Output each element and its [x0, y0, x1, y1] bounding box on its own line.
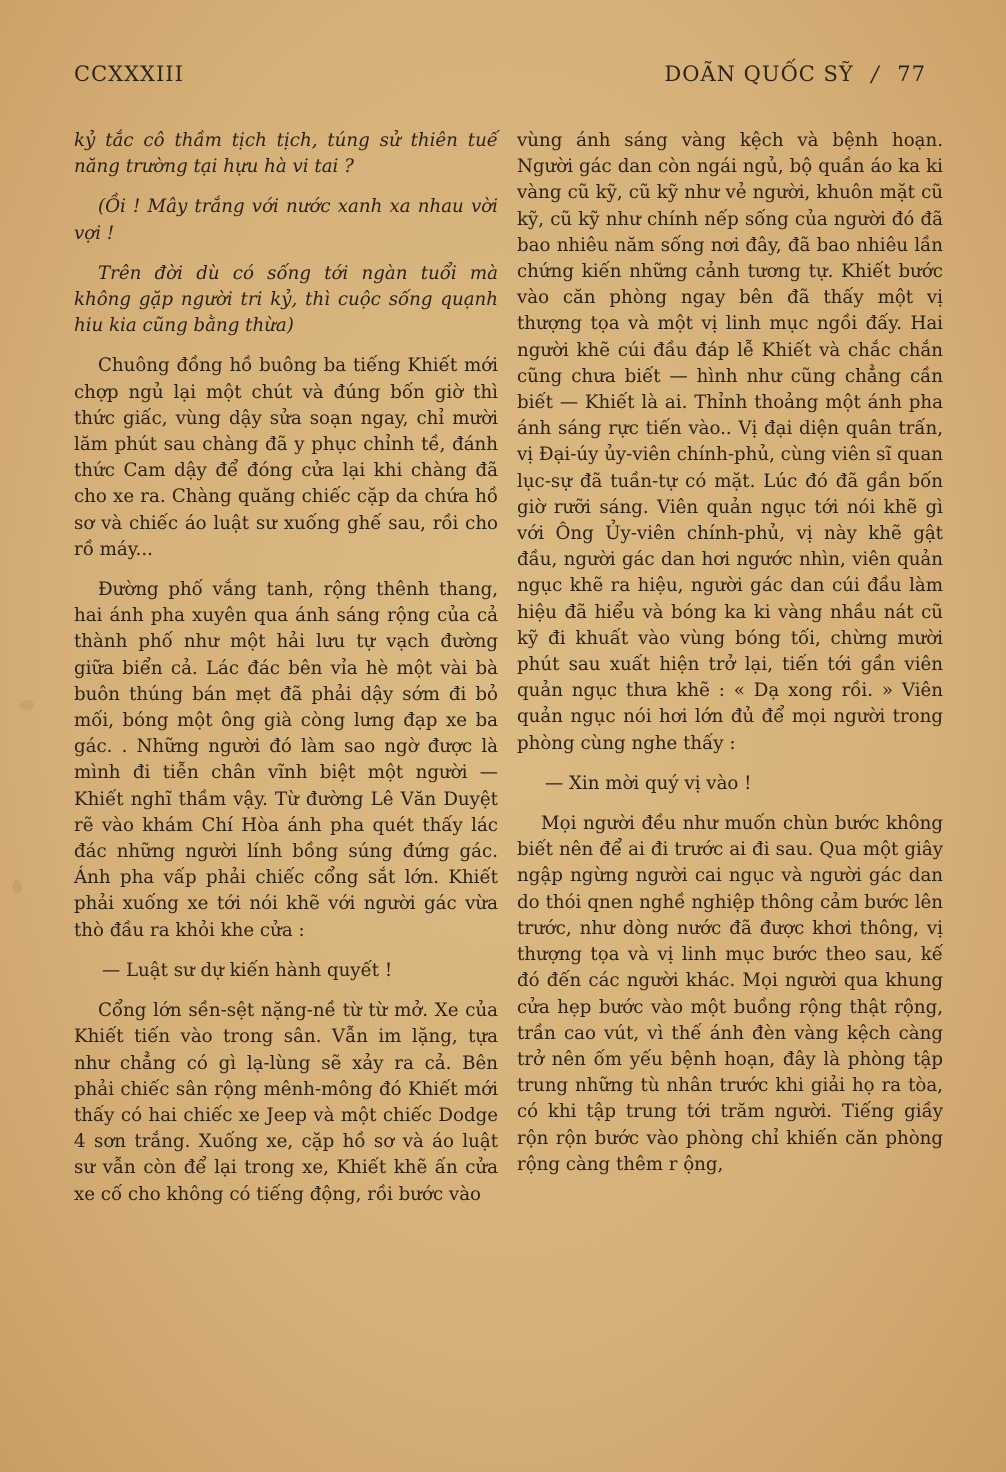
- paper-stain: [12, 880, 22, 894]
- running-head: [664, 62, 926, 86]
- chapter-number: CCXXXIII: [74, 62, 184, 86]
- paper-stain: [20, 700, 34, 710]
- dialogue-line: — Xin mời quý vị vào !: [545, 772, 752, 794]
- dialogue-line: — Luật sư dự kiến hành quyết !: [102, 959, 393, 981]
- poem-line: kỷ tắc cô thầm tịch tịch, túng sử thiên tuế năng trường tại hựu hà vi tai ?: [74, 130, 498, 178]
- right-column: [517, 128, 943, 1192]
- page-header: [74, 62, 926, 92]
- poem-translation: (Ồi ! Mây trắng với nước xanh xa nhau vời vợi !: [74, 196, 498, 244]
- paragraph-continued: vùng ánh sáng vàng kệch và bệnh hoạn. Người gác dan còn ngái ngủ, bộ quần áo ka ki vàng cũ kỹ, cũ kỹ như vẻ người, khuôn mặt cũ kỹ, cũ kỹ như chính nếp sống của người đó đã bao nhiêu năm sống nơi đây, đã bao nhiêu lần chứng kiến những cảnh tương tự. Khiết bước vào căn phòng ngay bên đã thấy một vị thượng tọa và một vị linh mục ngồi đấy. Hai người khẽ cúi đầu đáp lễ Khiết và chắc chắn cũng chưa biết — hình như cũng chẳng cần biết — Khiết là ai. Thỉnh thoảng một ánh pha ánh sáng rực tiến vào.. Vị đại diện quân trấn, vị Đại-úy ủy-viên chính-phủ, cùng viên sĩ quan lục-sự đã tuần-tự có mặt. Lúc đó đã gần bốn giờ rưỡi sáng. Viên quản ngục tới nói khẽ gì với Ông Ủy-viên chính-phủ, vị này khẽ gật đầu, người gác dan hơi ngước nhìn, viên quản ngục khẽ ra hiệu, người gác dan cúi đầu làm hiệu đã hiểu và bóng ka ki vàng nhầu nát cũ kỹ đi khuất vào vùng bóng tối, chừng mười phút sau xuất hiện trở lại, tiến tới gần viên quản ngục thưa khẽ : « Dạ xong rồi. » Viên quản ngục nói hơi lớn đủ để mọi người trong phòng cùng nghe thấy :: [517, 130, 943, 754]
- page-number: 77: [897, 62, 926, 86]
- paragraph: Cổng lớn sền-sệt nặng-nề từ từ mở. Xe của Khiết tiến vào trong sân. Vẫn im lặng, tựa như chẳng có gì lạ-lùng sẽ xảy ra cả. Bên phải chiếc sân rộng mênh-mông đó Khiết mới thấy có hai chiếc xe Jeep và một chiếc Dodge 4 sơn trắng. Xuống xe, cặp hồ sơ và áo luật sư vẫn còn để lại trong xe, Khiết khẽ ấn cửa xe cố cho không có tiếng động, rồi bước vào: [74, 1000, 498, 1205]
- author-name: DOÃN QUỐC SỸ: [664, 62, 854, 86]
- paragraph: Mọi người đều như muốn chùn bước không biết nên để ai đi trước ai đi sau. Qua một giây ngập ngừng người cai ngục và người gác dan do thói qnen nghề nghiệp thông cảm bước lên trước, như dòng nước đã được khơi thông, vị thượng tọa và vị linh mục bước theo sau, kế đó đến các người khác. Mọi người qua khung cửa hẹp bước vào một buồng rộng thật rộng, trần cao vút, vì thế ánh đèn vàng kệch càng trở nên ốm yếu bệnh hoạn, đây là phòng tập trung những tù nhân trước khi giải họ ra tòa, có khi tập trung tới trăm người. Tiếng giầy rộn rộn bước vào phòng chỉ khiến căn phòng rộng càng thêm r ộng,: [517, 813, 943, 1175]
- poem-translation: Trên đời dù có sống tới ngàn tuổi mà không gặp người tri kỷ, thì cuộc sống quạnh hiu kia cũng bằng thừa): [74, 262, 498, 337]
- paragraph: Chuông đồng hồ buông ba tiếng Khiết mới chợp ngủ lại một chút và đúng bốn giờ thì thức giấc, vùng dậy sửa soạn ngay, chỉ mười lăm phút sau chàng đã y phục chỉnh tề, đánh thức Cam dậy để đóng cửa lại khi chàng đã cho xe ra. Chàng quăng chiếc cặp da chứa hồ sơ và chiếc áo luật sư xuống ghế sau, rồi cho rồ máy...: [74, 355, 498, 560]
- header-separator: /: [871, 62, 880, 86]
- paragraph: Đường phố vắng tanh, rộng thênh thang, hai ánh pha xuyên qua ánh sáng rộng của cả thành phố như một hải lưu tự vạch đường giữa biển cả. Lác đác bên vỉa hè một vài bà buôn thúng bán mẹt đã phải dậy sớm đi bỏ mối, bóng một ông già còng lưng đạp xe ba gác. . Những người đó làm sao ngờ được là mình đi tiễn chân vĩnh biệt một người — Khiết nghĩ thầm vậy. Từ đường Lê Văn Duyệt rẽ vào khám Chí Hòa ánh pha quét thấy lác đác những người lính bồng súng đứng gác. Ánh pha vấp phải chiếc cổng sắt lớn. Khiết phải xuống xe tới nói khẽ với người gác vừa thò đầu ra khỏi khe cửa :: [74, 579, 498, 941]
- left-column: [74, 128, 498, 1222]
